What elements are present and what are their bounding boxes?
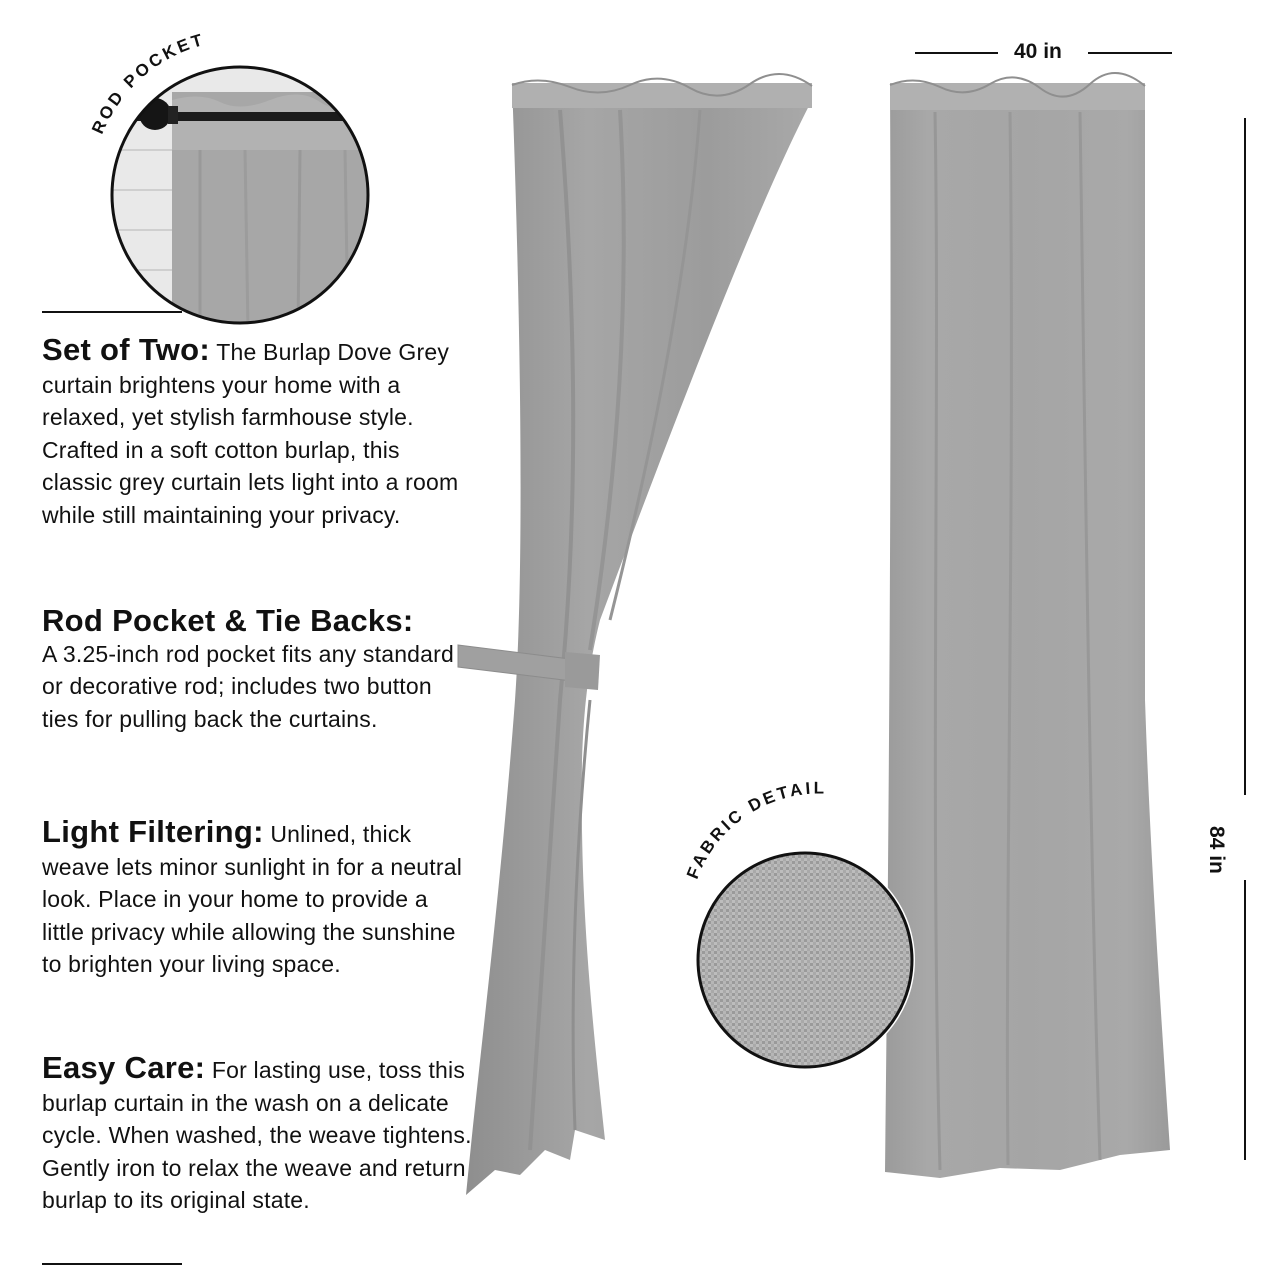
section-light-filtering xyxy=(42,816,472,981)
section-easy-care xyxy=(42,1052,472,1217)
svg-text:FABRIC DETAIL xyxy=(683,778,827,881)
section-heading: Easy Care: xyxy=(42,1050,206,1085)
width-label: 40 in xyxy=(1014,40,1062,63)
section-heading: Rod Pocket & Tie Backs: xyxy=(42,603,414,638)
section-body: A 3.25-inch rod pocket fits any standard or decorative rod; includes two button ties for pulling back the curtains. xyxy=(42,640,455,732)
divider-bottom xyxy=(42,1263,182,1265)
section-body: Unlined, thick weave lets minor sunlight in for a neutral look. Place in your home to provide a little privacy while allowing the sunshine to brighten your living space. xyxy=(42,821,463,977)
section-body: For lasting use, toss this burlap curtain in the wash on a delicate cycle. When washed, the weave tightens. Gently iron to relax the weave and return burlap to its original state. xyxy=(42,1057,472,1213)
section-set-of-two xyxy=(42,334,472,531)
fabric-detail-label: FABRIC DETAIL xyxy=(682,778,828,882)
section-rod-pocket xyxy=(42,605,472,735)
rod-pocket-label: ROD POCKET xyxy=(88,29,208,137)
svg-text:ROD POCKET xyxy=(88,30,207,137)
divider-top xyxy=(42,311,182,313)
height-label: 84 in xyxy=(1205,826,1228,874)
section-body: The Burlap Dove Grey curtain brightens your home with a relaxed, yet stylish farmhouse style. Crafted in a soft cotton burlap, this classic grey curtain lets light into a room while still maintaining your privacy. xyxy=(42,339,459,528)
section-heading: Set of Two: xyxy=(42,332,211,367)
section-heading: Light Filtering: xyxy=(42,814,264,849)
